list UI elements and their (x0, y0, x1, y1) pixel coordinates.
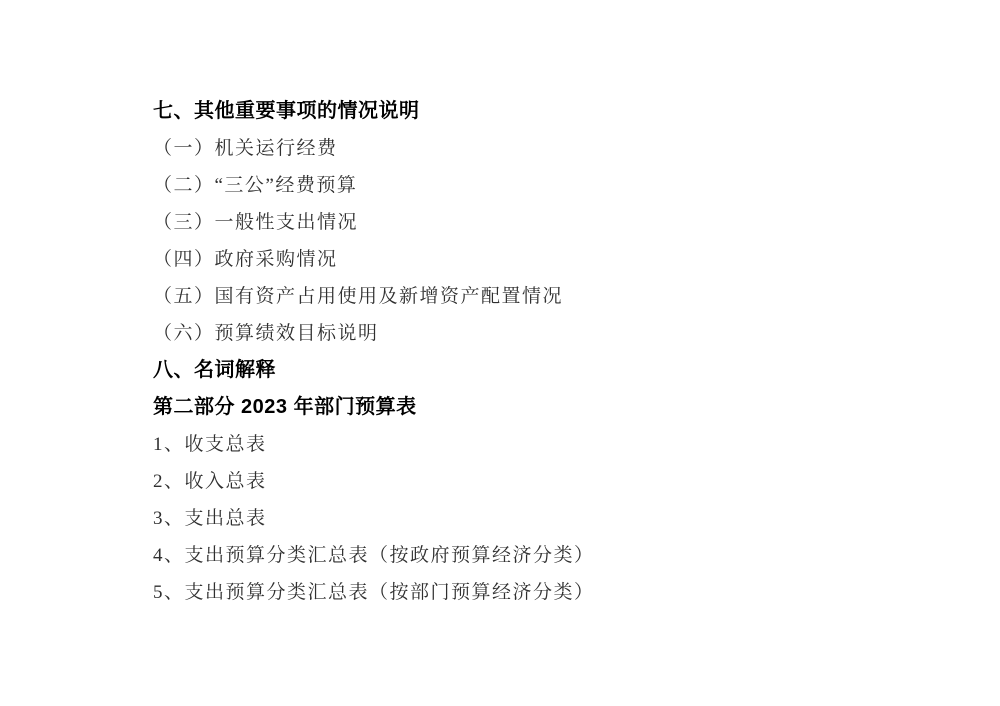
section-7-item-1: （一）机关运行经费 (153, 138, 338, 159)
budget-table-list-item-2: 2、收入总表 (153, 471, 267, 492)
budget-table-list-item-1: 1、收支总表 (153, 434, 267, 455)
budget-table-list-item-4: 4、支出预算分类汇总表（按政府预算经济分类） (153, 545, 595, 566)
section-8-heading: 八、名词解释 (153, 359, 276, 381)
section-7-item-2: （二）“三公”经费预算 (153, 175, 358, 196)
section-7-item-6: （六）预算绩效目标说明 (153, 323, 379, 344)
section-7-heading: 七、其他重要事项的情况说明 (153, 100, 420, 122)
section-7-item-4: （四）政府采购情况 (153, 249, 338, 270)
budget-table-list-item-3: 3、支出总表 (153, 508, 267, 529)
document-body (153, 93, 853, 611)
part-2-heading: 第二部分 2023 年部门预算表 (153, 396, 417, 418)
budget-table-list-item-5: 5、支出预算分类汇总表（按部门预算经济分类） (153, 582, 595, 603)
section-7-item-3: （三）一般性支出情况 (153, 212, 359, 233)
section-7-item-5: （五）国有资产占用使用及新增资产配置情况 (153, 286, 564, 307)
